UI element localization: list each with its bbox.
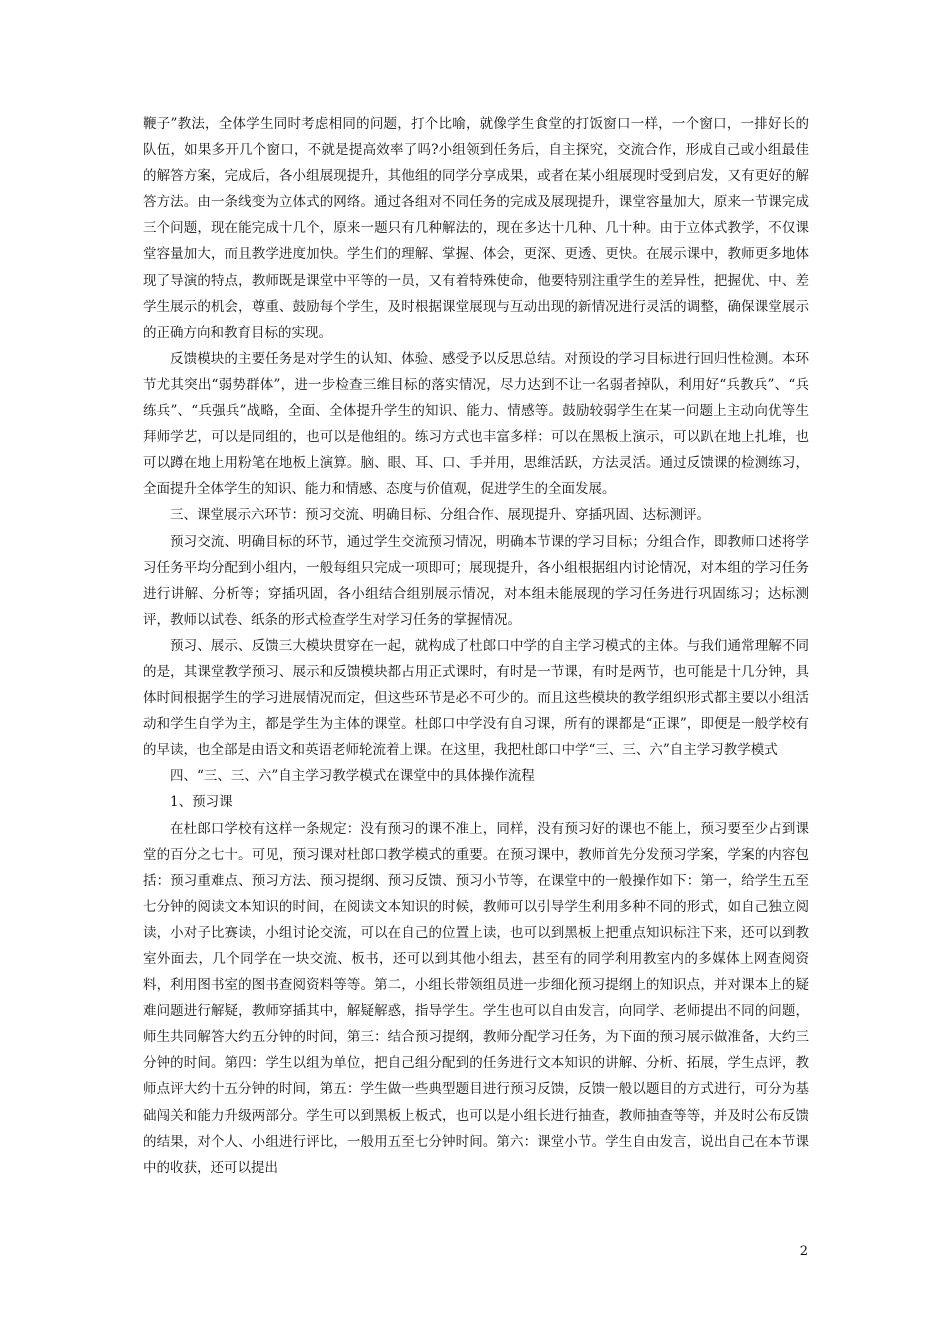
paragraph-preview-class-detail: 在杜郎口学校有这样一条规定：没有预习的课不准上，同样，没有预习好的课也不能上，预习要至少占到课堂的百分之七十。可见，预习课对杜郎口教学模式的重要。在预习课中，教师首先分发预习学案，学案的内容包括：预习重难点、预习方法、预习提纲、预习反馈、预习小节等，在课堂中的一般操作如下：第一，给学生五至七分钟的阅读文本知识的时间，在阅读文本知识的时候，教师可以引导学生利用多种不同的形式，如自己独立阅读，小对子比赛读，小组讨论交流，可以在自己的位置上读，也可以到黑板上把重点知识标注下来，还可以到教室外面去，几个同学在一块交流、板书，还可以到其他小组去，甚至有的同学利用教室内的多媒体上网查阅资料，利用图书室的图书查阅资料等等。第二，小组长带领组员进一步细化预习提纲上的知识点，并对课本上的疑难问题进行解疑，教师穿插其中，解疑解惑，指导学生。学生也可以自由发言，向同学、老师提出不同的问题，师生共同解答大约五分钟的时间，第三：结合预习提纲，教师分配学习任务，为下面的预习展示做准备，大约三分钟的时间。第四：学生以组为单位，把自己组分配到的任务进行文本知识的讲解、分析、拓展，学生点评，教师点评大约十五分钟的时间，第五：学生做一些典型题目进行预习反馈，反馈一般以题目的方式进行，可分为基础闯关和能力升级两部分。学生可以到黑板上板式，也可以是小组长进行抽查，教师抽查等等，并及时公布反馈的结果，对个人、小组进行评比，一般用五至七分钟时间。第六：课堂小节。学生自由发言，说出自己在本节课中的收获，还可以提出	[143, 820, 809, 1176]
heading-six-steps: 三、课堂展示六环节：预习交流、明确目标、分组合作、展现提升、穿插巩固、达标测评。	[170, 507, 710, 524]
heading-operation-process: 四、“三、三、六”自主学习教学模式在课堂中的具体操作流程	[170, 768, 535, 785]
page-number: 2	[799, 1244, 808, 1259]
paragraph-feedback-module: 反馈模块的主要任务是对学生的认知、体验、感受予以反思总结。对预设的学习目标进行回归性检测。本环节尤其突出“弱势群体”，进一步检查三维目标的落实情况，尽力达到不让一名弱者掉队，利用好“兵教兵”、“兵练兵”、“兵强兵”战略，全面、全体提升学生的知识、能力、情感等。鼓励较弱学生在某一问题上主动向优等生拜师学艺，可以是同组的，也可以是他组的。练习方式也丰富多样：可以在黑板上演示，可以趴在地上扎堆，也可以蹲在地上用粉笔在地板上演算。脑、眼、耳、口、手并用，思维活跃，方法灵活。通过反馈课的检测练习，全面提升全体学生的知识、能力和情感、态度与价值观，促进学生的全面发展。	[143, 350, 809, 498]
paragraph-teaching-method: 鞭子”教法，全体学生同时考虑相同的问题，打个比喻，就像学生食堂的打饭窗口一样，一个窗口，一排好长的队伍，如果多开几个窗口，不就是提高效率了吗?小组领到任务后，自主探究，交流合作，形成自己或小组最佳的解答方案，完成后，各小组展现提升，其他组的同学分享成果，或者在某小组展现时受到启发，又有更好的解答方法。由一条线变为立体式的网络。通过各组对不同任务的完成及展现提升，课堂容量加大，原来一节课完成三个问题，现在能完成十几个，原来一题只有几种解法的，现在多达十几种、几十种。由于立体式教学，不仅课堂容量加大，而且教学进度加快。学生们的理解、掌握、体会，更深、更透、更快。在展示课中，教师更多地体现了导演的特点，教师既是课堂中平等的一员，又有着特殊使命，他要特别注重学生的差异性，把握优、中、差学生展示的机会，尊重、鼓励每个学生，及时根据课堂展现与互动出现的新情况进行灵活的调整，确保课堂展示的正确方向和教育目标的实现。	[143, 116, 809, 341]
paragraph-three-modules: 预习、展示、反馈三大模块贯穿在一起，就构成了杜郎口中学的自主学习模式的主体。与我们通常理解不同的是，其课堂教学预习、展示和反馈模块都占用正式课时，有时是一节课，有时是两节，也可能是十几分钟，具体时间根据学生的学习进展情况而定，但这些环节是必不可少的。而且这些模块的教学组织形式都主要以小组活动和学生自学为主，都是学生为主体的课堂。杜郎口中学没有自习课，所有的课都是“正课”，即便是一般学校有的早读，也全部是由语文和英语老师轮流着上课。在这里，我把杜郎口中学“三、三、六”自主学习教学模式	[143, 637, 809, 759]
heading-preview-class: 1、预习课	[170, 794, 233, 811]
paragraph-six-steps-detail: 预习交流、明确目标的环节，通过学生交流预习情况，明确本节课的学习目标；分组合作，即教师口述将学习任务平均分配到小组内，一般每组只完成一项即可；展现提升，各小组根据组内讨论情况，对本组的学习任务进行讲解、分析等；穿插巩固，各小组结合组别展示情况，对本组未能展现的学习任务进行巩固练习；达标测评，教师以试卷、纸条的形式检查学生对学习任务的掌握情况。	[143, 533, 809, 628]
page-body	[143, 111, 809, 1181]
